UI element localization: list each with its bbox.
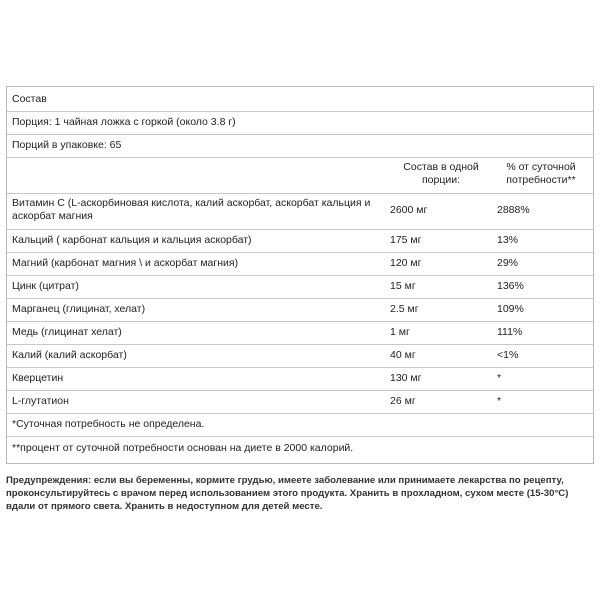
nutrient-amount: 130 мг <box>390 372 422 384</box>
nutrient-amount: 175 мг <box>390 234 422 246</box>
nutrient-name: Марганец (глицинат, хелат) <box>12 303 146 315</box>
nutrient-dv: 136% <box>497 280 524 292</box>
nutrient-dv: 13% <box>497 234 519 246</box>
nutrient-name: Цинк (цитрат) <box>12 280 79 292</box>
nutrient-dv: <1% <box>497 349 519 361</box>
nutrient-dv: * <box>497 395 502 407</box>
supplement-facts-panel <box>6 86 594 464</box>
serving-size-row <box>7 111 593 135</box>
nutrient-amount: 120 мг <box>390 257 422 269</box>
nutrient-dv: * <box>497 372 502 384</box>
nutrient-name: L-глутатион <box>12 395 69 407</box>
nutrient-amount: 26 мг <box>390 395 416 407</box>
nutrient-amount: 40 мг <box>390 349 416 361</box>
nutrient-dv: 109% <box>497 303 524 315</box>
header-amount: Состав в одной порции: <box>403 161 479 186</box>
header-daily-value: % от суточной потребности** <box>506 161 576 186</box>
footnote-not-established: *Суточная потребность не определена. <box>12 418 205 430</box>
nutrient-name: Кверцетин <box>12 372 64 384</box>
table-row <box>7 321 593 345</box>
serving-size: Порция: 1 чайная ложка с горкой (около 3.8 г) <box>12 116 236 128</box>
warning-text: Предупреждения: если вы беременны, кормите грудью, имеете заболевание или принимаете лекарства по рецепту, проконсультируйтесь с врачом перед использованием этого продукта. Хранить в прохладном, сухом месте (15-30°C) вдали от прямого света. Хранить в недоступном для детей месте. <box>6 475 569 512</box>
table-row <box>7 390 593 414</box>
footnote-row <box>7 413 593 437</box>
table-row <box>7 367 593 391</box>
nutrient-name: Калий (калий аскорбат) <box>12 349 127 361</box>
table-row <box>7 275 593 299</box>
table-header-row <box>7 157 593 194</box>
table-row <box>7 229 593 253</box>
nutrient-name: Медь (глицинат хелат) <box>12 326 122 338</box>
nutrient-name: Кальций ( карбонат кальция и кальция аскорбат) <box>12 234 252 246</box>
table-row <box>7 252 593 276</box>
servings-per-container-row <box>7 134 593 158</box>
nutrient-amount: 2.5 мг <box>390 303 419 315</box>
footnote-daily-value-basis: **процент от суточной потребности основан на диете в 2000 калорий. <box>12 442 354 454</box>
nutrient-dv: 111% <box>497 326 523 338</box>
nutrient-name: Витамин С (L-аскорбиновая кислота, калий аскорбат, аскорбат кальция и аскорбат магния <box>12 197 371 222</box>
nutrient-amount: 1 мг <box>390 326 410 338</box>
footnote-row <box>7 436 593 463</box>
panel-title-row <box>7 87 593 112</box>
nutrient-dv: 29% <box>497 257 519 269</box>
servings-per-container: Порций в упаковке: 65 <box>12 139 122 151</box>
nutrient-dv: 2888% <box>497 204 530 216</box>
nutrient-amount: 2600 мг <box>390 204 428 216</box>
table-row <box>7 298 593 322</box>
table-row <box>7 193 593 230</box>
nutrient-name: Магний (карбонат магния \ и аскорбат магния) <box>12 257 239 269</box>
nutrient-amount: 15 мг <box>390 280 416 292</box>
table-row <box>7 344 593 368</box>
panel-title: Состав <box>12 93 47 105</box>
